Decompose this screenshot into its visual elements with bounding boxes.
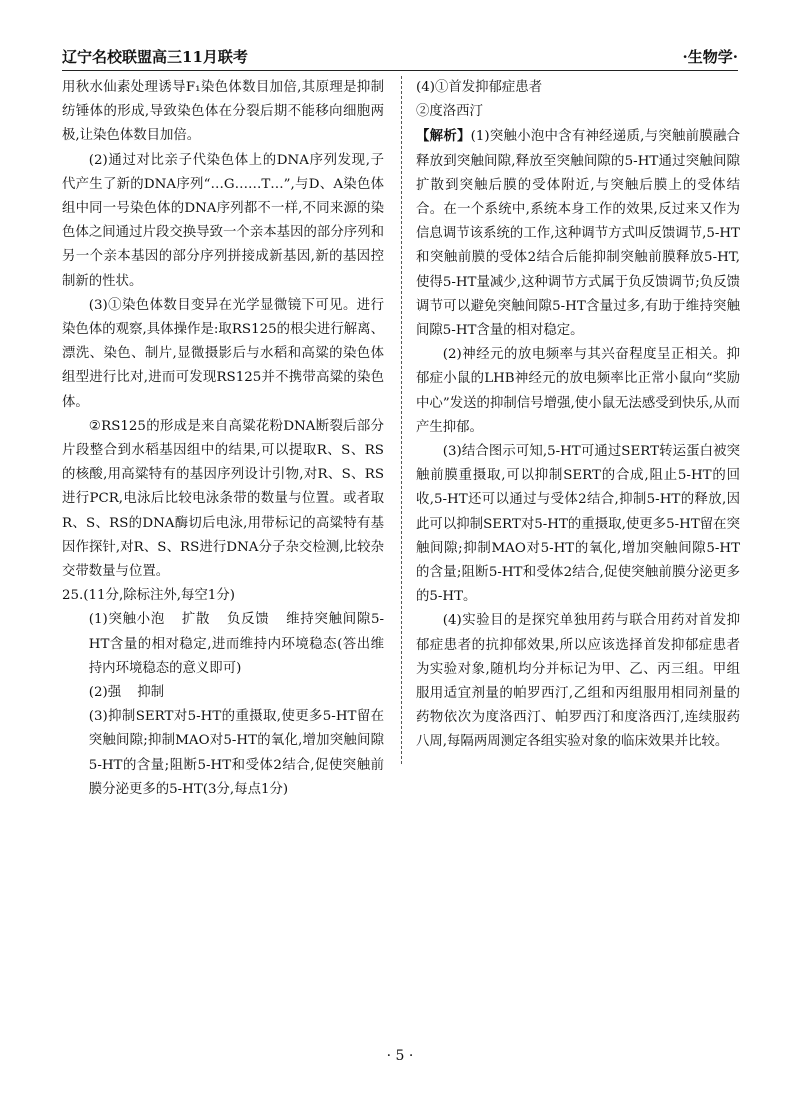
question-25-heading	[62, 584, 384, 608]
analysis-paragraph: (4)实验目的是探究单独用药与联合用药对首发抑郁症患者的抗抑郁效果,所以应该选择首发抑郁症患者为实验对象,随机均分并标记为甲、乙、丙三组。甲组服用适宜剂量的帕罗西汀,乙组和丙组服用相同剂量的药物依次为度洛西汀、帕罗西汀和度洛西汀,连续服药八周,每隔两周测定各组实验对象的临床效果并比较。	[416, 613, 740, 750]
answer-25-1	[62, 608, 384, 681]
answer-paragraph: (3)①染色体数目变异在光学显微镜下可见。进行染色体的观察,具体操作是:取RS125的根尖进行解离、漂洗、染色、制片,显微摄影后与水稻和高粱的染色体组型进行比对,进而可发现RS125并不携带高粱的染色体。	[62, 297, 384, 410]
answer-item: 维持突触间隙5-HT含量的相对稳定,进而维持内环境稳态(答出维持内环境稳态的意义即可)	[88, 612, 385, 676]
answer-item: (1)突触小泡	[88, 612, 166, 628]
scoring-note: (11分,除标注外,每空1分)	[83, 588, 235, 604]
answer-25-4-1: (4)①首发抑郁症患者	[416, 80, 543, 95]
page-number: · 5 ·	[386, 1048, 414, 1064]
left-column	[62, 76, 384, 802]
question-number: 25.	[62, 588, 84, 604]
answer-25-3: (3)抑制SERT对5-HT的重摄取,使更多5-HT留在突触间隙;抑制MAO对5-HT的氧化,增加突触间隙5-HT的含量;阻断5-HT和受体2结合,促使突触前膜分泌更多的5-HT(3分,每点1分)	[88, 709, 384, 797]
analysis-paragraph: (3)结合图示可知,5-HT可通过SERT转运蛋白被突触前膜重摄取,可以抑制SERT的合成,阻止5-HT的回收,5-HT还可以通过与受体2结合,抑制5-HT的释放,因此可以抑制SERT对5-HT的重摄取,使更多5-HT留在突触间隙;抑制MAO对5-HT的氧化,增加突触间隙5-HT的含量;阻断5-HT和受体2结合,促使突触前膜分泌更多的5-HT。	[416, 444, 740, 605]
exam-title: 辽宁名校联盟高三11月联考	[62, 48, 248, 66]
page-header	[62, 44, 738, 71]
answer-item: 扩散	[181, 612, 211, 628]
answer-item: 负反馈	[226, 612, 270, 628]
answer-item: 抑制	[137, 685, 165, 701]
right-column	[416, 76, 740, 755]
column-divider	[401, 76, 402, 764]
answer-paragraph: 用秋水仙素处理诱导F₁染色体数目加倍,其原理是抑制纺锤体的形成,导致染色体在分裂后期不能移向细胞两极,让染色体数目加倍。	[62, 80, 384, 144]
analysis-tag: 【解析】	[416, 128, 471, 145]
analysis-text: (1)突触小泡中含有神经递质,与突触前膜融合释放到突触间隙,释放至突触间隙的5-HT通过突触间隙扩散到突触后膜的受体附近,与突触后膜上的受体结合。在一个系统中,系统本身工作的效果,反过来又作为信息调节该系统的工作,这种调节方式叫反馈调节,5-HT和突触前膜的受体2结合后能抑制突触前膜释放5-HT,使得5-HT量减少,这种调节方式属于负反馈调节;负反馈调节可以避免突触间隙5-HT含量过多,有助于维持突触间隙5-HT含量的相对稳定。	[416, 129, 740, 339]
answer-25-4-2: ②度洛西汀	[416, 104, 483, 120]
answer-25-2	[62, 681, 384, 705]
answer-paragraph: (2)通过对比亲子代染色体上的DNA序列发现,子代产生了新的DNA序列“…G……T…”,与D、A染色体组中同一号染色体的DNA序列都不一样,不同来源的染色体之间通过片段交换导致一个亲本基因的部分序列和另一个亲本基因的部分序列拼接成新基因,新的基因控制新的性状。	[62, 152, 384, 289]
answer-item: (2)强	[88, 685, 122, 701]
analysis-paragraph	[416, 124, 740, 343]
subject-label: ·生物学·	[682, 48, 738, 66]
analysis-paragraph: (2)神经元的放电频率与其兴奋程度呈正相关。抑郁症小鼠的LHB神经元的放电频率比正常小鼠向“奖励中心”发送的抑制信号增强,使小鼠无法感受到快乐,从而产生抑郁。	[416, 347, 740, 435]
answer-paragraph: ②RS125的形成是来自高粱花粉DNA断裂后部分片段整合到水稻基因组中的结果,可以提取R、S、RS的核酸,用高粱特有的基因序列设计引物,对R、S、RS进行PCR,电泳后比较电泳条带的数量与位置。或者取R、S、RS的DNA酶切后电泳,用带标记的高粱特有基因作探针,对R、S、RS进行DNA分子杂交检测,比较杂交带数量与位置。	[62, 418, 384, 580]
